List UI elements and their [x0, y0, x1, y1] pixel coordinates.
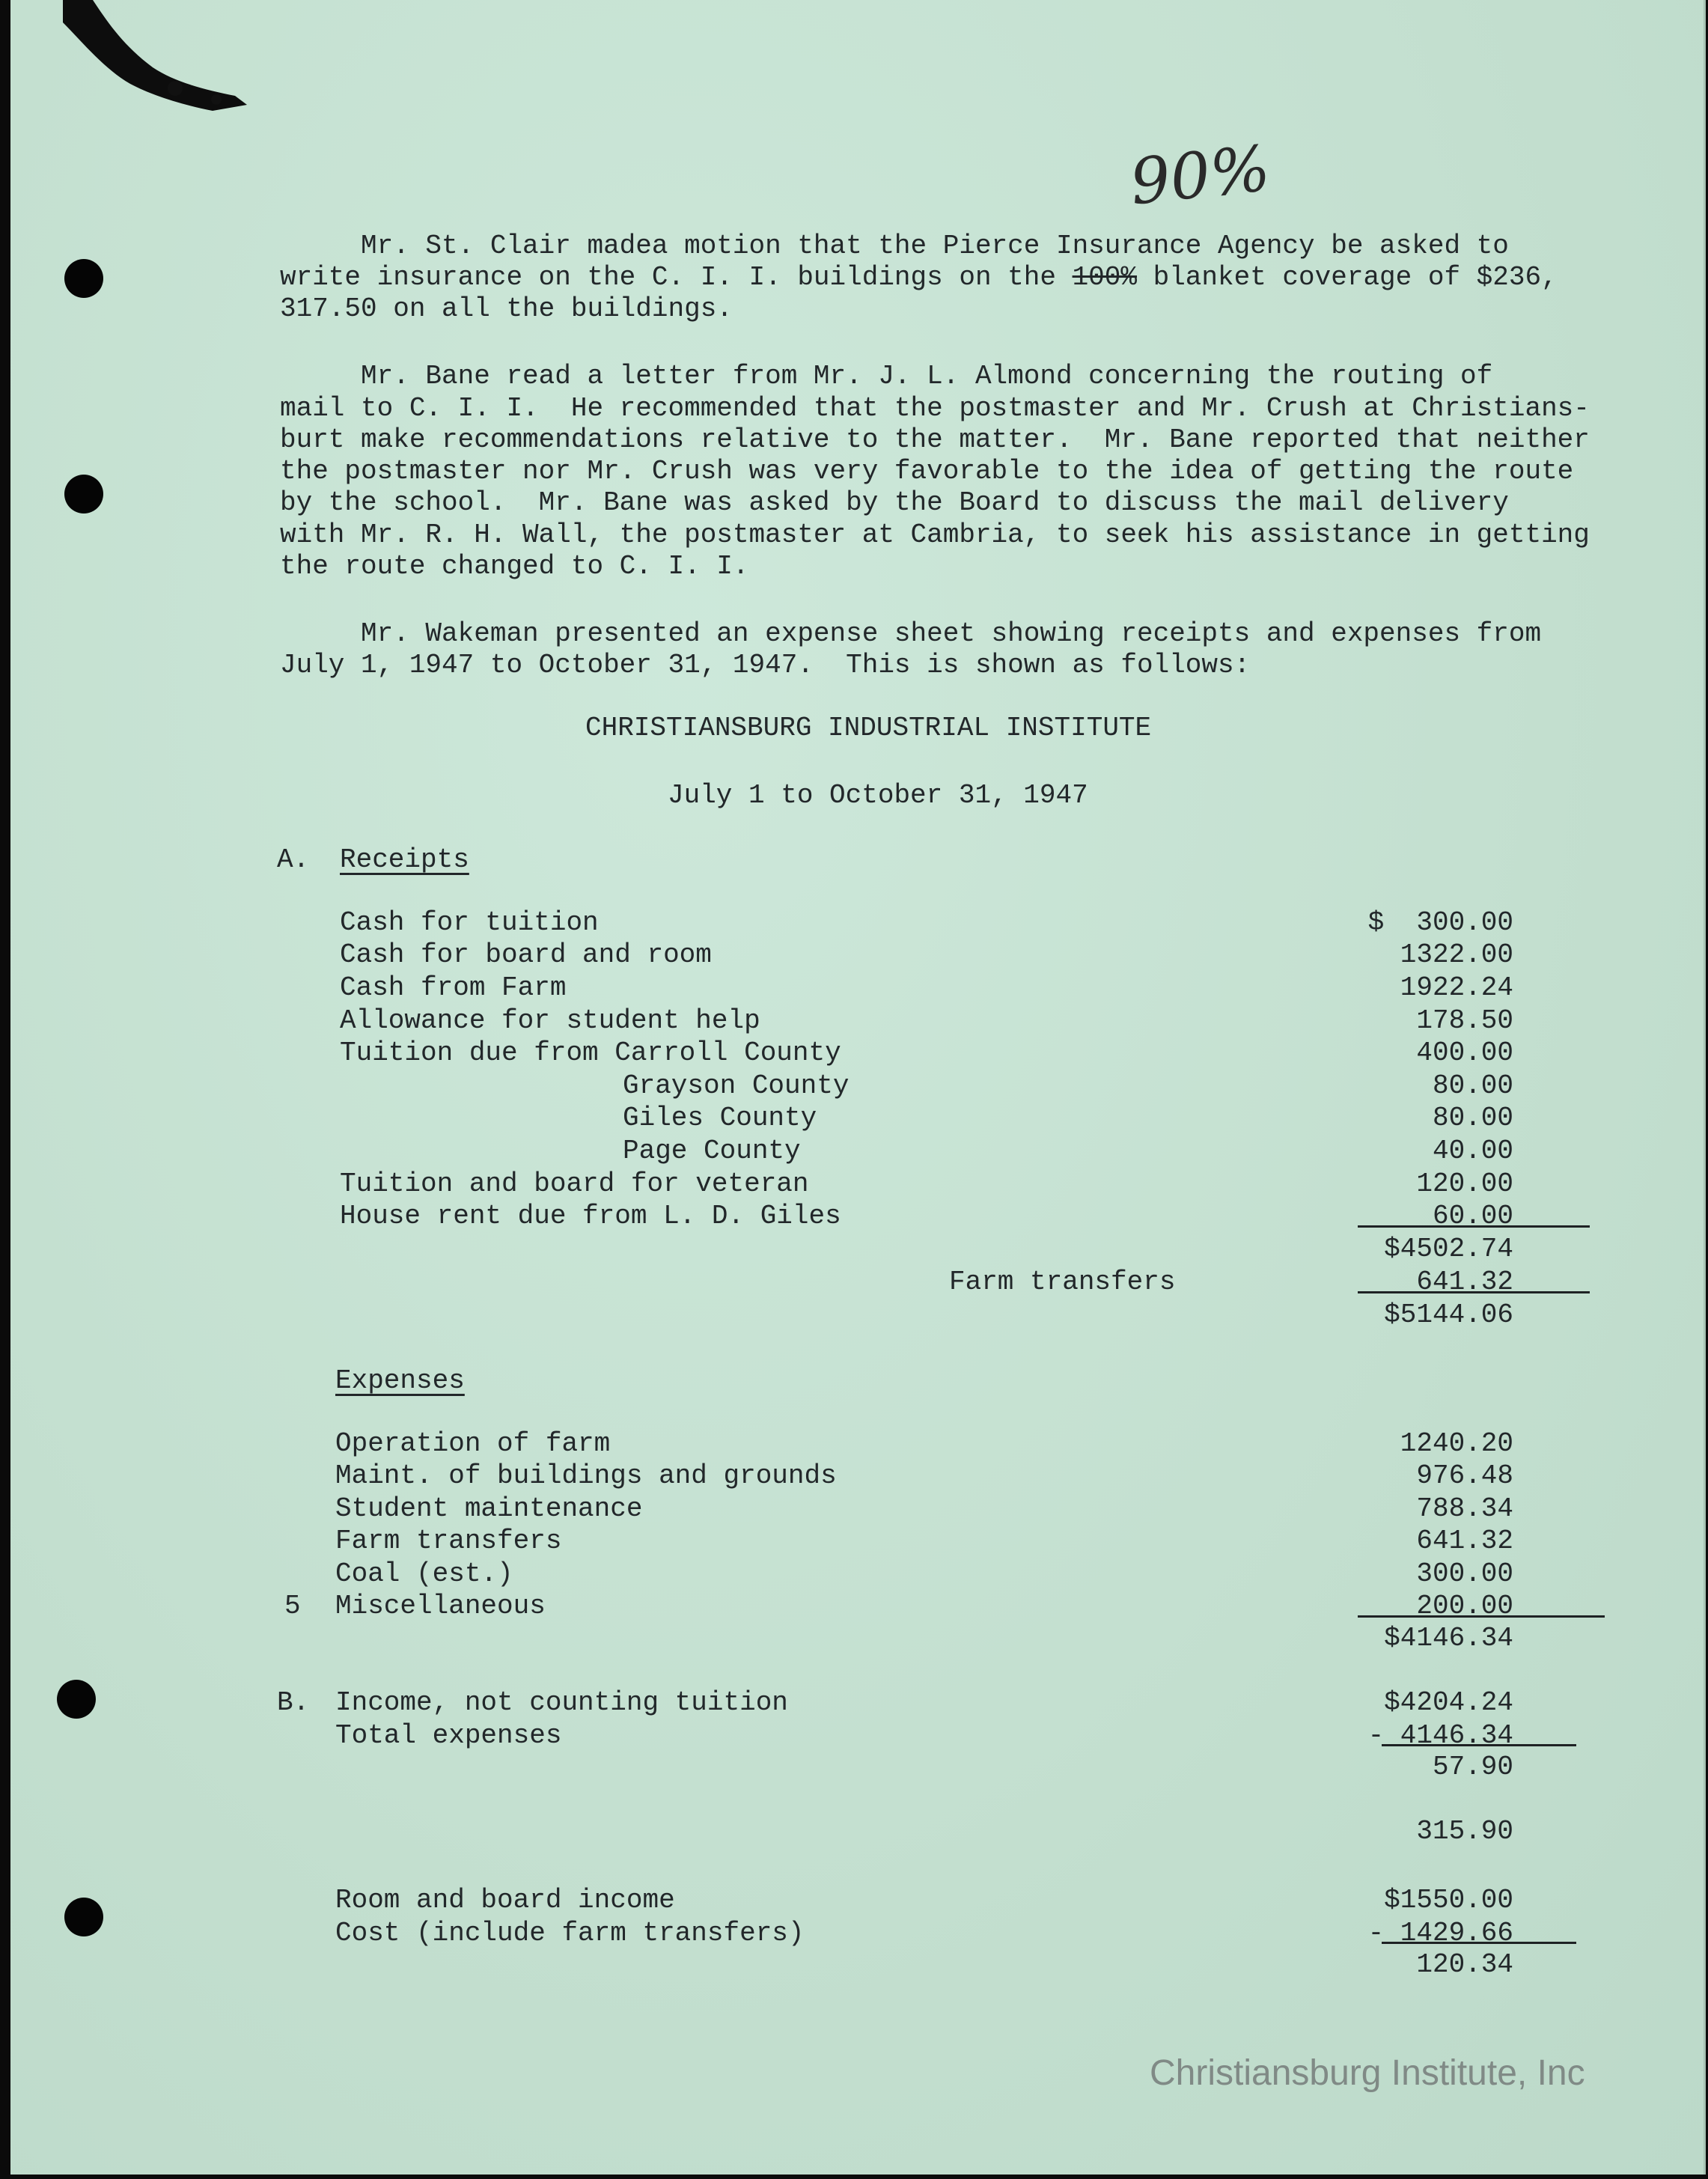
receipt-label: Giles County — [623, 1103, 817, 1133]
handwritten-note: 90% — [1126, 131, 1274, 219]
expense-label: Miscellaneous — [335, 1591, 546, 1621]
receipt-amount: 1922.24 — [1400, 972, 1513, 1003]
text-line: by the school. Mr. Bane was asked by the Board to discuss the mail delivery — [280, 487, 1509, 518]
expense-label: Farm transfers — [335, 1526, 562, 1556]
document-page — [10, 0, 1706, 2175]
expense-amount: 788.34 — [1416, 1493, 1513, 1524]
section-marker: B. — [277, 1687, 310, 1718]
receipt-amount: 80.00 — [1432, 1103, 1513, 1133]
income-label: Income, not counting tuition — [335, 1687, 788, 1718]
receipt-label: Cash from Farm — [340, 972, 567, 1003]
text-line: Mr. Bane read a letter from Mr. J. L. Almond concerning the routing of — [280, 361, 1493, 391]
expense-amount: 300.00 — [1416, 1558, 1513, 1589]
sum-rule — [1358, 1291, 1590, 1293]
receipt-amount: 400.00 — [1416, 1037, 1513, 1068]
sum-rule — [1358, 1615, 1605, 1618]
receipt-amount: 178.50 — [1416, 1005, 1513, 1036]
receipt-label: Tuition and board for veteran — [340, 1168, 809, 1199]
sum-rule — [1382, 1942, 1576, 1944]
text-line: 317.50 on all the buildings. — [280, 293, 733, 324]
expense-amount: 976.48 — [1416, 1460, 1513, 1491]
receipts-subtotal: $4502.74 — [1384, 1234, 1513, 1264]
receipt-amount: 120.00 — [1416, 1168, 1513, 1199]
total-expenses-amount: - 4146.34 — [1367, 1720, 1513, 1751]
text-line: the route changed to C. I. I. — [280, 551, 749, 582]
receipts-heading: Receipts — [340, 844, 469, 875]
expense-amount: 200.00 — [1416, 1591, 1513, 1621]
page-number: 5 — [284, 1591, 301, 1621]
text-line: the postmaster nor Mr. Crush was very favorable to the idea of getting the route — [280, 456, 1574, 487]
report-title: CHRISTIANSBURG INDUSTRIAL INSTITUTE — [585, 713, 1152, 743]
receipt-label: House rent due from L. D. Giles — [340, 1201, 841, 1231]
extra-figure: 315.90 — [1416, 1816, 1513, 1847]
punch-hole — [64, 1898, 103, 1936]
receipt-amount: 80.00 — [1432, 1070, 1513, 1101]
receipt-amount: $ 300.00 — [1367, 907, 1513, 938]
expense-label: Coal (est.) — [335, 1558, 513, 1589]
text-line: mail to C. I. I. He recommended that the postmaster and Mr. Crush at Christians- — [280, 393, 1590, 424]
receipt-label: Page County — [623, 1136, 801, 1166]
text-line: Mr. Wakeman presented an expense sheet showing receipts and expenses from — [280, 618, 1542, 649]
sum-rule — [1382, 1744, 1576, 1746]
room-board-amount: $1550.00 — [1384, 1885, 1513, 1916]
expense-label: Operation of farm — [335, 1428, 611, 1459]
expenses-total: $4146.34 — [1384, 1623, 1513, 1654]
punch-hole — [57, 1680, 96, 1719]
farm-transfers-label: Farm transfers — [949, 1267, 1176, 1297]
section-marker: A. — [277, 844, 310, 875]
text-line: burt make recommendations relative to the matter. Mr. Bane reported that neither — [280, 424, 1590, 455]
punch-hole — [64, 475, 103, 513]
receipt-label: Cash for board and room — [340, 939, 712, 970]
sum-rule — [1358, 1225, 1590, 1228]
income-difference: 57.90 — [1432, 1752, 1513, 1782]
receipt-label: Allowance for student help — [340, 1005, 760, 1036]
receipt-label: Cash for tuition — [340, 907, 599, 938]
receipt-amount: 60.00 — [1432, 1201, 1513, 1231]
receipt-amount: 1322.00 — [1400, 939, 1513, 970]
cost-amount: - 1429.66 — [1367, 1918, 1513, 1948]
punch-hole — [64, 259, 103, 298]
report-period: July 1 to October 31, 1947 — [668, 780, 1088, 811]
receipt-label: Tuition due from Carroll County — [340, 1037, 841, 1068]
total-expenses-label: Total expenses — [335, 1720, 562, 1751]
expense-label: Maint. of buildings and grounds — [335, 1460, 837, 1491]
room-board-label: Room and board income — [335, 1885, 675, 1916]
expense-amount: 641.32 — [1416, 1526, 1513, 1556]
receipts-total: $5144.06 — [1384, 1299, 1513, 1330]
text-line: write insurance on the C. I. I. buildings on the 100% blanket coverage of $236, — [280, 262, 1558, 293]
text-line: July 1, 1947 to October 31, 1947. This is shown as follows: — [280, 650, 1251, 680]
ink-stain — [63, 0, 250, 112]
farm-transfers-amount: 641.32 — [1416, 1267, 1513, 1297]
footer-watermark: Christiansburg Institute, Inc — [1150, 2053, 1585, 2093]
receipt-label: Grayson County — [623, 1070, 850, 1101]
room-board-net: 120.34 — [1416, 1949, 1513, 1980]
struck-text: 100% — [1072, 262, 1137, 293]
text-line: with Mr. R. H. Wall, the postmaster at Cambria, to seek his assistance in getting — [280, 519, 1590, 550]
expense-amount: 1240.20 — [1400, 1428, 1513, 1459]
text-line: Mr. St. Clair madea motion that the Pierce Insurance Agency be asked to — [280, 231, 1509, 261]
expenses-heading: Expenses — [335, 1365, 465, 1396]
cost-label: Cost (include farm transfers) — [335, 1918, 805, 1948]
receipt-amount: 40.00 — [1432, 1136, 1513, 1166]
expense-label: Student maintenance — [335, 1493, 643, 1524]
income-amount: $4204.24 — [1384, 1687, 1513, 1718]
